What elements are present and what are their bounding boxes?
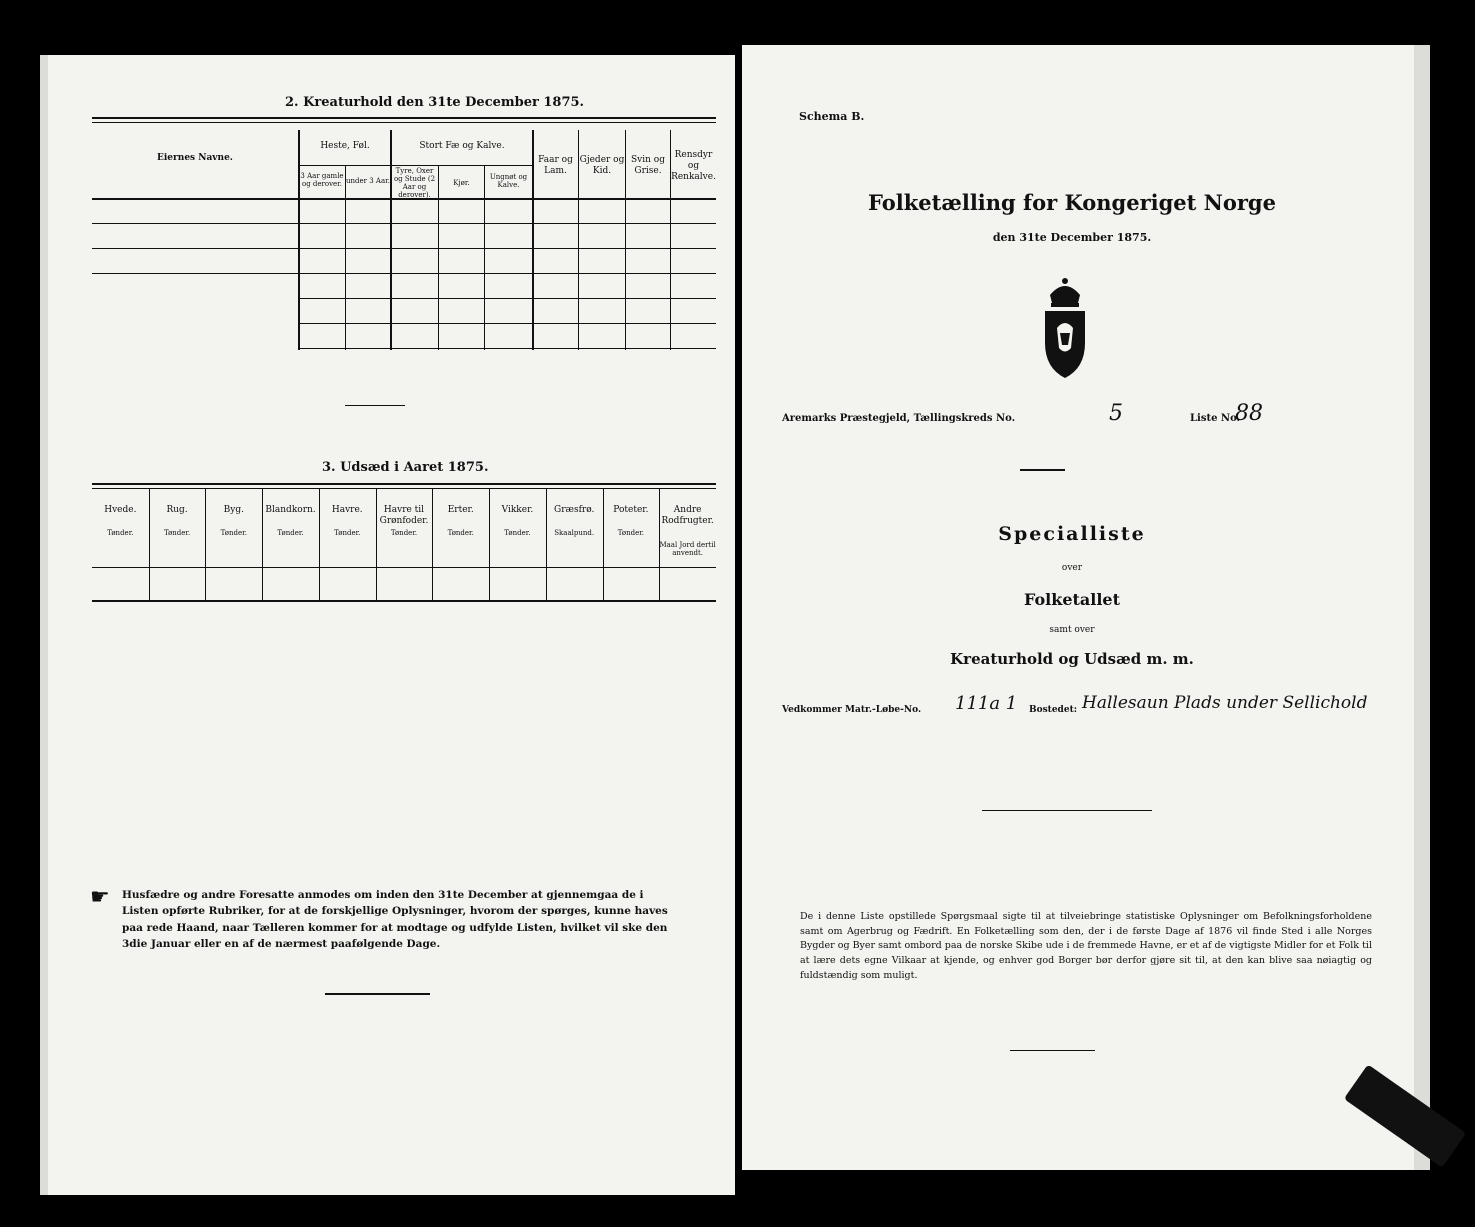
left-page [40,55,735,1195]
specialliste-title: Specialliste [998,523,1146,545]
col-line [345,165,346,350]
sowing-column-header: Havre. [331,505,363,515]
horses-sub-header: under 3 Aar. [346,177,390,185]
samt-over-label: samt over [1049,625,1095,635]
row-line [92,248,716,249]
sowing-top-line-2 [92,488,716,489]
notice-text: Husfædre og andre Foresatte anmodes om inden den 31te December at gjennemgaa de i Listen opførte Rubriker, for at de forskjellige Oplysninger, hvorom der spørges, kunne haves paa rede Haand, naar Tælleren kommer for at modtage og udfylde Listen, hvilket vil ske den 3die Januar eller en af de nærmest paafølgende Dage. [122,889,668,950]
cattle-sub-header: Ungnøt og Kalve. [489,173,528,190]
table-top-line-2 [92,122,716,123]
sowing-column-unit: Tønder. [617,529,645,537]
sowing-column-unit: Tønder. [220,529,247,537]
bottom-explanation: De i denne Liste opstillede Spørgsmaal sigte til at tilveiebringe statistiske Oplysninger om Befolkningsforholdene samt om Agerbrug og Fædrift. En Folketælling som den, der i de første Dage af 1876 vil finde Sted i alle Norges Bygder og Byer samt ombord paa de norske Skibe ude i de fremmede Havne, er et af de vigtigste Midler for et Folk til at lære dets egne Vilkaar at kjende, og enhver god Borger bør derfor gjøre sit til, at den kan blive saa nøiagtig og fuldstændig som muligt. [800,911,1372,981]
sowing-column-header: Rug. [166,505,188,515]
matr-number: 111a 1 [955,693,1018,714]
row-line [300,348,716,349]
bottom-separator [1010,1050,1095,1051]
pigs-header: Svin og Grise. [631,155,665,176]
main-title: Folketælling for Kongeriget Norge [868,190,1276,215]
sowing-column-header: Græsfrø. [554,505,595,515]
row-line [92,273,716,274]
sowing-column-header: Vikker. [501,505,534,515]
matr-label: Vedkommer Matr.-Løbe-No. [782,705,922,715]
row-line [300,323,716,324]
horses-sub-header: 3 Aar gamle og derover. [300,172,344,189]
sowing-column-unit: Tønder. [277,529,304,537]
sowing-column-unit: Tønder. [447,529,474,537]
sowing-column-header: Poteter. [613,505,649,515]
reindeer-header: Rensdyr og Renkalve. [671,150,716,182]
col-line [484,165,485,350]
sowing-column-header: Byg. [223,505,244,515]
parish-label: Aremarks Præstegjeld, Tællingskreds No. [782,413,1016,424]
over-label: over [1061,563,1083,573]
sheep-header: Faar og Lam. [538,155,573,176]
coat-of-arms-icon [1035,273,1095,383]
group-line [300,165,532,166]
table-top-line [92,117,716,119]
bottom-separator [325,993,430,995]
goats-header: Gjeder og Kid. [579,155,625,176]
row-line [300,298,716,299]
sowing-column-unit: Maal Jord dertil anvendt. [659,541,716,558]
sowing-title: 3. Udsæd i Aaret 1875. [322,460,489,475]
census-date: den 31te December 1875. [992,231,1152,244]
sowing-column-unit: Tønder. [390,529,418,537]
sowing-column-header: Blandkorn. [265,505,316,515]
sowing-column-unit: Tønder. [504,529,531,537]
list-label: Liste No. [1190,413,1241,424]
kreaturhold-title: Kreaturhold og Udsæd m. m. [950,650,1194,668]
page-edge [40,55,48,1195]
owner-column-header: Eiernes Navne. [157,153,233,163]
sowing-top-line [92,483,716,485]
sowing-column-header: Andre Rodfrugter. [661,505,714,526]
page-edge [1414,45,1430,1170]
sowing-column-unit: Tønder. [163,529,191,537]
row-line [92,223,716,224]
livestock-title: 2. Kreaturhold den 31te December 1875. [285,95,585,110]
separator [345,405,405,406]
sowing-bottom-line [92,600,716,602]
cattle-sub-header: Kjør. [453,179,470,187]
sowing-column-unit: Skaalpund. [554,529,595,537]
separator [982,810,1152,811]
cattle-group-header: Stort Fæ og Kalve. [419,141,505,151]
schema-label: Schema B. [799,110,865,123]
separator [1020,469,1065,471]
cattle-sub-header: Tyre, Oxer og Stude (2 Aar og derover). [393,167,436,200]
list-number: 88 [1235,401,1263,426]
sowing-column-unit: Tønder. [334,529,361,537]
col-line [390,130,392,350]
pointing-hand-icon: ☛ [90,885,110,910]
horses-group-header: Heste, Føl. [320,141,370,151]
col-line [438,165,439,350]
col-line [298,130,300,350]
sowing-column-header: Havre til Grønfoder. [379,505,429,526]
sowing-column-header: Hvede. [104,505,137,515]
right-page [742,45,1430,1170]
sowing-column-header: Erter. [447,505,474,515]
sowing-column-unit: Tønder. [107,529,134,537]
folketallet-title: Folketallet [1024,590,1120,609]
district-number: 5 [1109,401,1123,426]
bosted-value: Hallesaun Plads under Sellichold [1082,693,1368,713]
sowing-row-line [92,567,716,568]
bosted-label: Bostedet: [1029,705,1078,715]
